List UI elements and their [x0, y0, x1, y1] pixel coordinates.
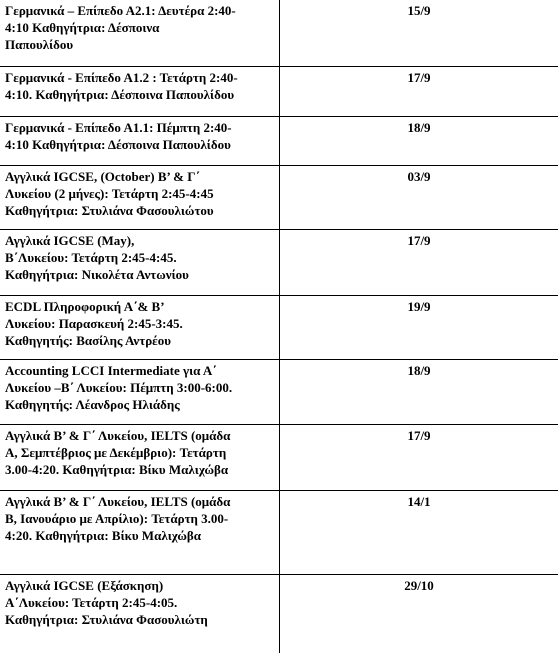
- start-date: 18/9: [280, 359, 558, 424]
- course-description: Αγγλικά IGCSE (Εξάσκηση) Α΄Λυκείου: Τετάρτη 2:45-4:05. Καθηγήτρια: Στυλιάνα Φασουλιώτη: [0, 574, 280, 653]
- start-date: 03/9: [280, 165, 558, 229]
- course-description: Αγγλικά IGCSE, (October) Β’ & Γ΄ Λυκείου (2 μήνες): Τετάρτη 2:45-4:45 Καθηγήτρια: Στυλιάνα Φασουλιώτου: [0, 165, 280, 229]
- course-description: Αγγλικά IGCSE (May), Β΄Λυκείου: Τετάρτη 2:45-4:45. Καθηγήτρια: Νικολέτα Αντωνίου: [0, 229, 280, 295]
- course-description: Γερμανικά – Επίπεδο Α2.1: Δευτέρα 2:40- 4:10 Καθηγήτρια: Δέσποινα Παπουλίδου: [0, 0, 280, 66]
- start-date: 17/9: [280, 229, 558, 295]
- start-date: 29/10: [280, 574, 558, 653]
- table-row: [0, 295, 558, 359]
- start-date: 17/9: [280, 424, 558, 490]
- course-description: Γερμανικά - Επίπεδο Α1.1: Πέμπτη 2:40- 4:10 Καθηγήτρια: Δέσποινα Παπουλίδου: [0, 116, 280, 165]
- course-description: Αγγλικά Β’ & Γ΄ Λυκείου, IELTS (ομάδα Β, Ιανουάριο με Απρίλιο): Τετάρτη 3.00- 4:20. Καθηγήτρια: Βίκυ Μαλιχώβα: [0, 490, 280, 574]
- course-description: ECDL Πληροφορική Α΄& Β’ Λυκείου: Παρασκευή 2:45-3:45. Καθηγητής: Βασίλης Αντρέου: [0, 295, 280, 359]
- start-date: 14/1: [280, 490, 558, 574]
- table-row: [0, 229, 558, 295]
- table-row: [0, 116, 558, 165]
- course-description: Γερμανικά - Επίπεδο Α1.2 : Τετάρτη 2:40- 4:10. Καθηγήτρια: Δέσποινα Παπουλίδου: [0, 66, 280, 116]
- start-date: 18/9: [280, 116, 558, 165]
- start-date: 19/9: [280, 295, 558, 359]
- start-date: 17/9: [280, 66, 558, 116]
- table-row: [0, 574, 558, 653]
- course-description: Accounting LCCI Intermediate για Α΄ Λυκείου –Β΄ Λυκείου: Πέμπτη 3:00-6:00. Καθηγητής: Λέανδρος Ηλιάδης: [0, 359, 280, 424]
- table-row: [0, 359, 558, 424]
- start-date: 15/9: [280, 0, 558, 66]
- table-row: [0, 66, 558, 116]
- course-description: Αγγλικά Β’ & Γ΄ Λυκείου, IELTS (ομάδα Α, Σεμπτέβριος με Δεκέμβριο): Τετάρτη 3.00-4:20. Καθηγήτρια: Βίκυ Μαλιχώβα: [0, 424, 280, 490]
- table-row: [0, 490, 558, 574]
- table-row: [0, 424, 558, 490]
- table-row: [0, 0, 558, 66]
- table-row: [0, 165, 558, 229]
